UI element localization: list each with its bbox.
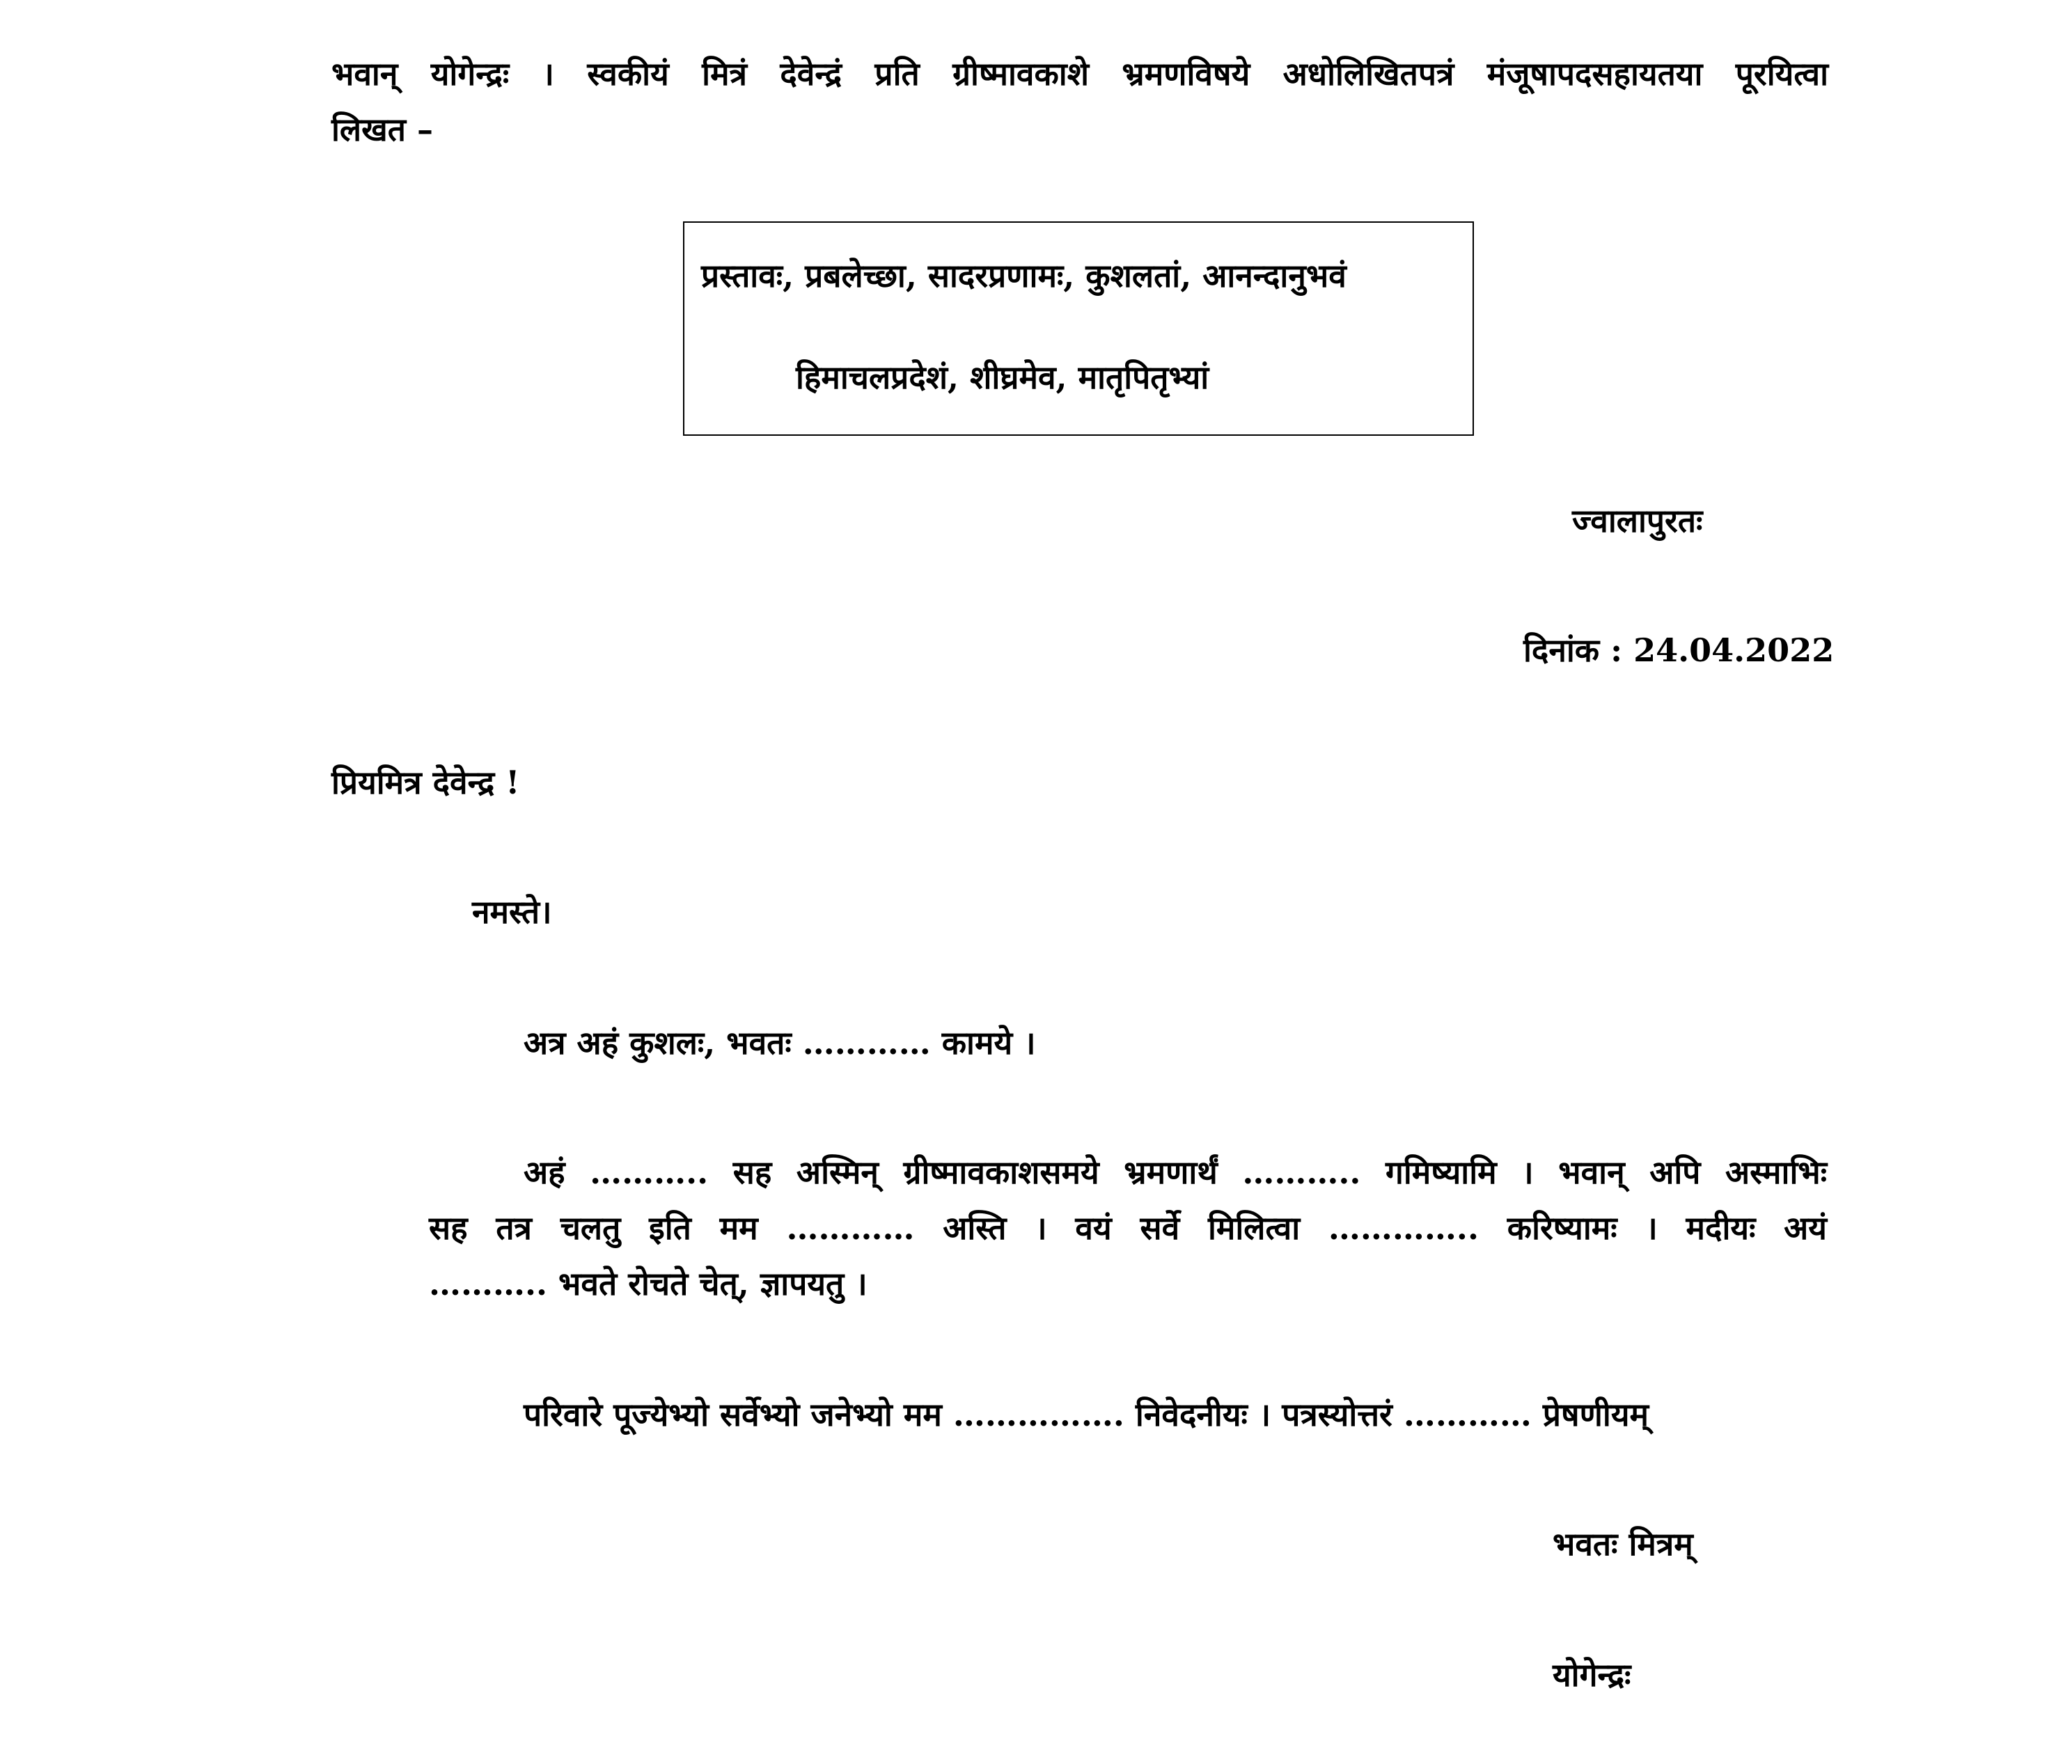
letter-paragraph-3: परिवारे पूज्येभ्यो सर्वेभ्यो जनेभ्यो मम ……………. निवेदनीयः । पत्रस्योत्तरं ………… प्रेषणीयम् [524, 1396, 1649, 1433]
instruction-line-2: लिखत – [331, 111, 433, 148]
letter-signature: योगेन्द्रः [1553, 1656, 1631, 1694]
letter-date: दिनांक : 24.04.2022 [1523, 631, 1835, 669]
word-bank-row-2: हिमाचलप्रदेशं, शीघ्रमेव, मातृपितृभ्यां [796, 359, 1209, 396]
letter-greeting: नमस्ते। [472, 893, 552, 931]
letter-paragraph-1: अत्र अहं कुशलः, भवतः ………… कामये । [524, 1024, 1036, 1062]
word-bank-row-1: प्रस्तावः, प्रबलेच्छा, सादरप्रणामः, कुशलतां, आनन्दानुभवं [701, 257, 1347, 294]
letter-place: ज्वालापुरतः [1572, 502, 1703, 540]
word-bank-box [683, 221, 1474, 436]
instruction-text [331, 46, 1828, 157]
letter-paragraph-2 [429, 1144, 1827, 1312]
paragraph-2-line-2: सह तत्र चलतु इति मम ………… अस्ति । वयं सर्वे मिलित्वा ………….. करिष्यामः । मदीयः अयं [429, 1209, 1827, 1247]
paragraph-2-line-1: अहं ……….. सह अस्मिन् ग्रीष्मावकाशसमये भ्रमणार्थं ……….. गमिष्यामि । भवान् अपि अस्माभिः [524, 1153, 1827, 1191]
instruction-line-1: भवान् योगेन्द्रः । स्वकीयं मित्रं देवेन्द्रं प्रति ग्रीष्मावकाशे भ्रमणविषये अधोलिखितपत्रं मंजूषापदसहायतया पूरयित्वा [331, 55, 1828, 93]
letter-salutation: प्रियमित्र देवेन्द्र ! [331, 764, 520, 801]
letter-closing: भवतः मित्रम् [1553, 1525, 1693, 1563]
paragraph-2-line-3: ……….. भवते रोचते चेत्, ज्ञापयतु । [429, 1265, 868, 1302]
